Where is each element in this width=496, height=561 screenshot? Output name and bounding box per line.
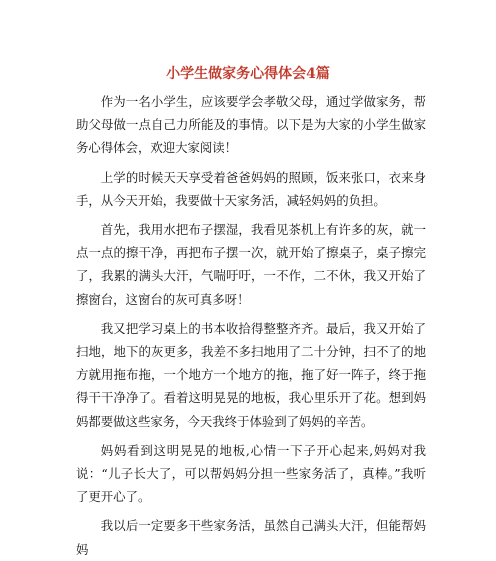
paragraph-2: 上学的时候天天享受着爸爸妈妈的照顾，饭来张口，衣来身手，从今天开始，我要做十天家务活，减轻妈妈的负担。 [76,169,426,208]
paragraph-6: 我以后一定要多干些家务活，虽然自己满头大汗，但能帮妈妈 [76,518,426,557]
paragraph-5: 妈妈看到这明晃晃的地板,心情一下子开心起来,妈妈对我说：“儿子长大了，可以帮妈妈分担一些家务活了，真棒。”我听了更开心了。 [76,442,426,505]
document-body [76,90,426,561]
paragraph-3: 首先，我用水把布子摆湿，我看见茶机上有许多的灰，就一点一点的擦干净，再把布子摆一次，就开始了擦桌子，桌子擦完了，我累的满头大汗，气喘吁吁，一不作，二不休，我又开始了擦窗台，这窗台的灰可真多呀！ [76,222,426,307]
document-title: 小学生做家务心得体会4篇 [166,66,330,82]
paragraph-4: 我又把学习桌上的书本收拾得整整齐齐。最后，我又开始了扫地，地下的灰更多，我差不多扫地用了二十分钟，扫不了的地方就用拖布拖，一个地方一个地方的拖，拖了好一阵子，终于拖得干干净净了。看着这明晃晃的地板，我心里乐开了花。想到妈妈都要做这些家务，今天我终于体验到了妈妈的辛苦。 [76,320,426,429]
paragraph-intro: 作为一名小学生，应该要学会孝敬父母，通过学做家务，帮助父母做一点自己力所能及的事情。以下是为大家的小学生做家务心得体会，欢迎大家阅读！ [76,94,426,156]
